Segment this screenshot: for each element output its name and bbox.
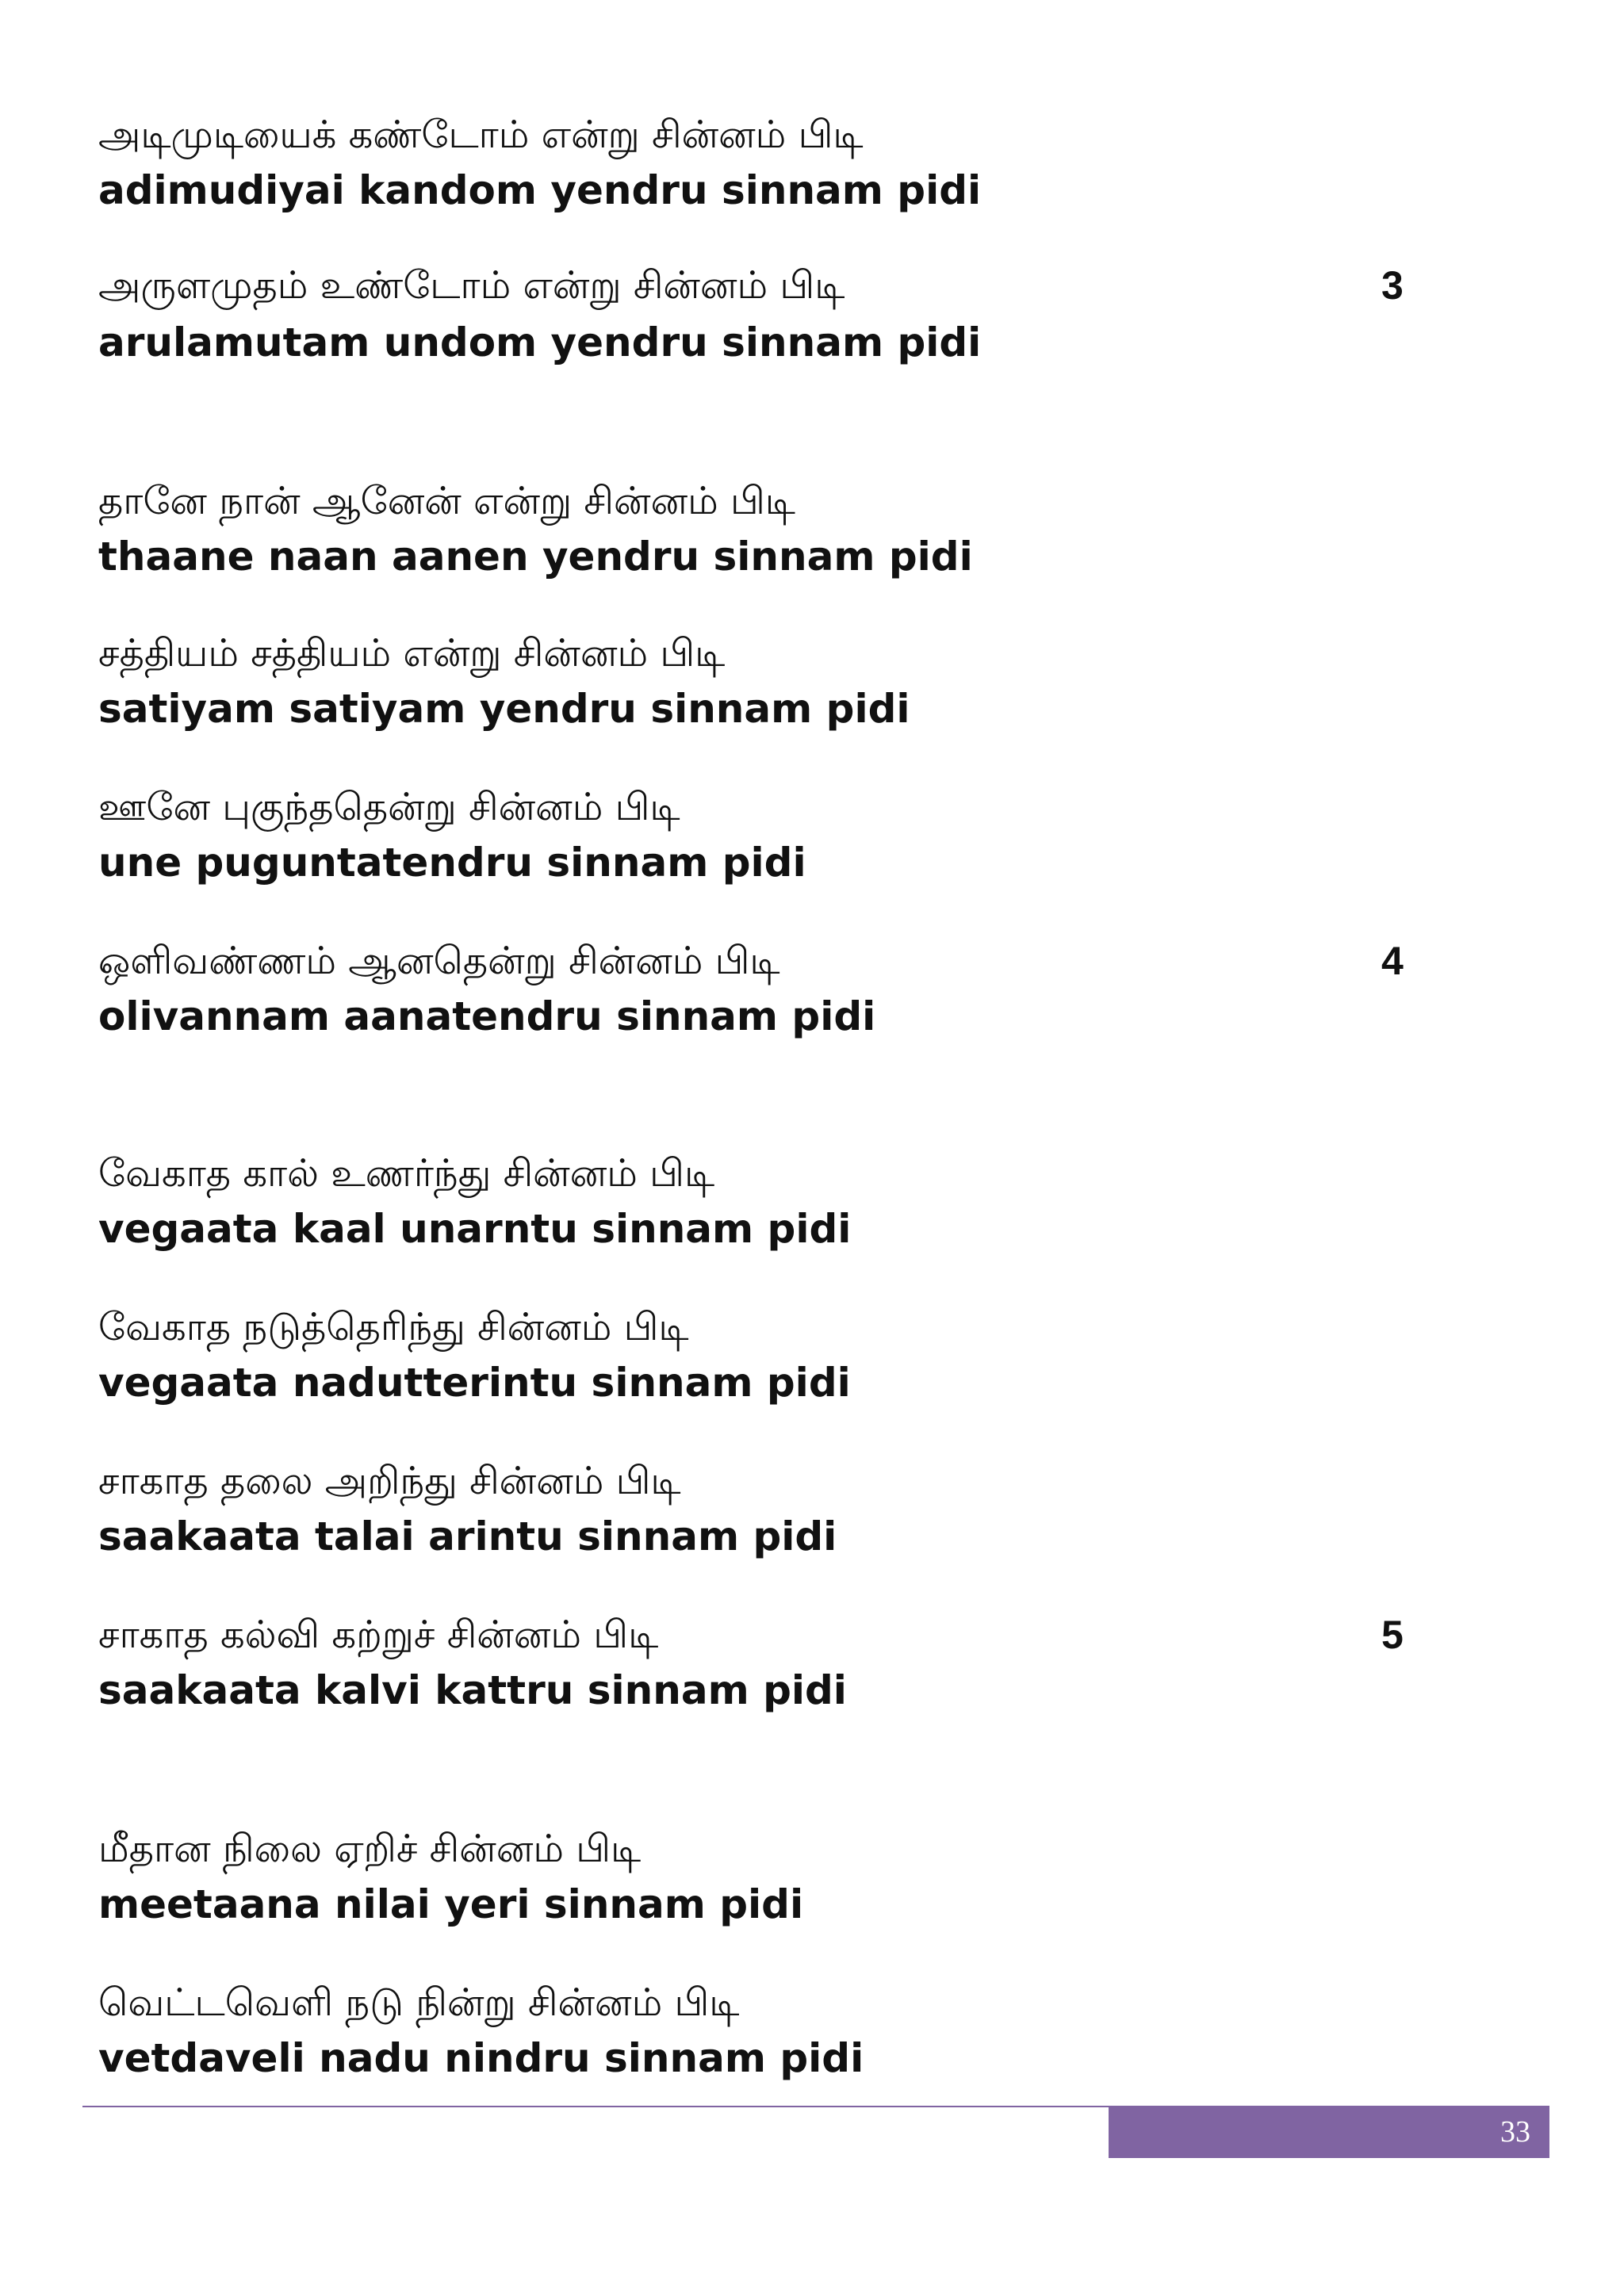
translit-line-8: vegaata nadutterintu sinnam pidi <box>98 1360 851 1406</box>
translit-line-5: une puguntatendru sinnam pidi <box>98 840 806 886</box>
page-number-box <box>1109 2106 1549 2158</box>
page-number: 33 <box>1500 2115 1530 2149</box>
tamil-line-7: வேகாத கால் உணர்ந்து சின்னம் பிடி <box>98 1151 715 1196</box>
verse-number-4: 4 <box>1381 939 1404 983</box>
translit-line-12: vetdaveli nadu nindru sinnam pidi <box>98 2035 864 2081</box>
tamil-line-5: ஊனே புகுந்ததென்று சின்னம் பிடி <box>98 785 680 829</box>
tamil-line-3: தானே நான் ஆனேன் என்று சின்னம் பிடி <box>98 479 795 523</box>
translit-line-7: vegaata kaal unarntu sinnam pidi <box>98 1206 852 1252</box>
tamil-line-1: அடிமுடியைக் கண்டோம் என்று சின்னம் பிடி <box>98 113 864 157</box>
translit-line-1: adimudiyai kandom yendru sinnam pidi <box>98 167 982 213</box>
tamil-line-12: வெட்டவெளி நடு நின்று சின்னம் பிடி <box>98 1980 740 2025</box>
tamil-line-6: ஒளிவண்ணம் ஆனதென்று சின்னம் பிடி <box>98 939 780 983</box>
translit-line-2: arulamutam undom yendru sinnam pidi <box>98 320 982 365</box>
translit-line-11: meetaana nilai yeri sinnam pidi <box>98 1881 804 1927</box>
verse-number-3: 3 <box>1381 263 1404 308</box>
tamil-line-11: மீதான நிலை ஏறிச் சின்னம் பிடி <box>98 1827 642 1871</box>
tamil-line-8: வேகாத நடுத்தெரிந்து சின்னம் பிடி <box>98 1305 689 1349</box>
tamil-line-10: சாகாத கல்வி கற்றுச் சின்னம் பிடி <box>98 1613 659 1657</box>
translit-line-9: saakaata talai arintu sinnam pidi <box>98 1513 837 1559</box>
translit-line-3: thaane naan aanen yendru sinnam pidi <box>98 534 973 580</box>
tamil-line-9: சாகாத தலை அறிந்து சின்னம் பிடி <box>98 1459 681 1503</box>
translit-line-6: olivannam aanatendru sinnam pidi <box>98 993 876 1039</box>
translit-line-10: saakaata kalvi kattru sinnam pidi <box>98 1667 847 1713</box>
translit-line-4: satiyam satiyam yendru sinnam pidi <box>98 686 910 732</box>
tamil-line-2: அருளமுதம் உண்டோம் என்று சின்னம் பிடி <box>98 263 845 308</box>
tamil-line-4: சத்தியம் சத்தியம் என்று சின்னம் பிடி <box>98 631 726 675</box>
verse-number-5: 5 <box>1381 1613 1404 1657</box>
